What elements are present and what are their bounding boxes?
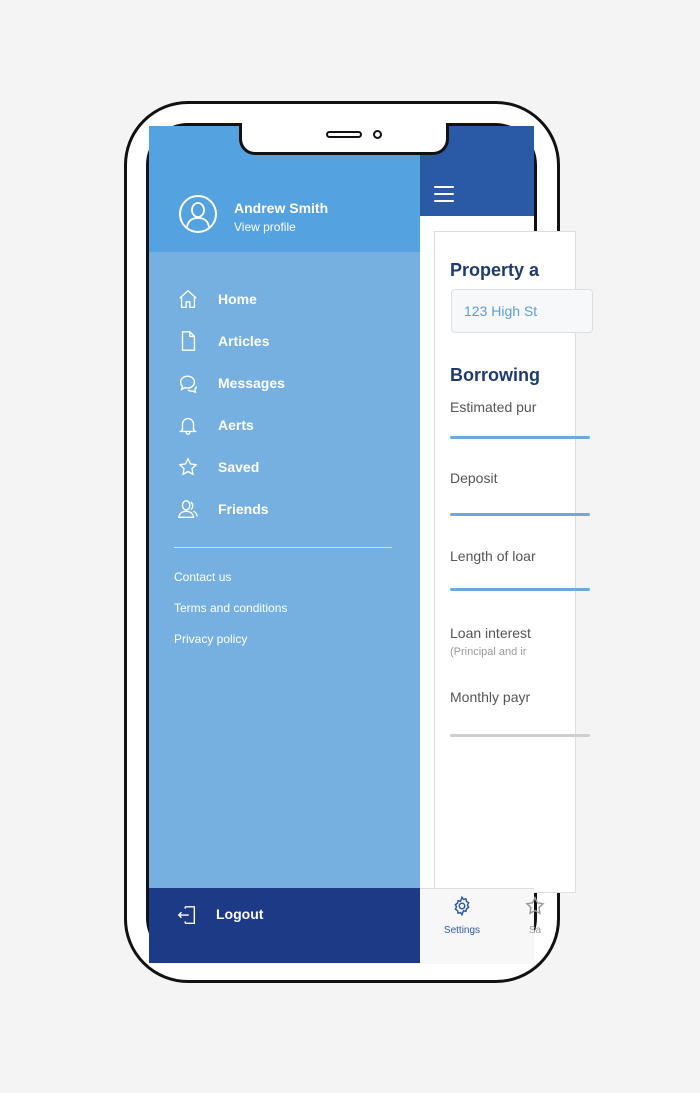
estimated-label: Estimated pur [450,399,537,415]
nav-item-label: Friends [218,501,269,517]
terms-link[interactable]: Terms and conditions [174,601,288,615]
nav-item-label: Articles [218,333,270,349]
address-input[interactable] [451,289,593,333]
star-icon [177,456,199,478]
user-icon [181,197,215,231]
nav-item-alerts[interactable] [177,414,397,438]
menu-icon[interactable] [434,186,454,202]
gear-icon [451,895,473,917]
logout-icon [176,904,198,926]
nav-item-label: Aerts [218,417,254,433]
user-name[interactable]: Andrew Smith [234,200,329,216]
property-title: Property a [450,260,540,280]
front-camera [373,130,382,139]
nav-item-label: Saved [218,459,260,475]
nav-item-articles[interactable] [177,330,397,354]
nav-item-saved[interactable] [177,456,397,480]
document-icon [177,330,199,352]
phone-notch [239,123,449,155]
interest-sublabel: (Principal and ir [450,646,527,658]
star-icon [524,895,546,917]
interest-label: Loan interest [450,625,531,641]
tab-settings[interactable] [432,895,492,936]
avatar[interactable] [179,195,217,233]
privacy-link[interactable]: Privacy policy [174,632,248,646]
friends-icon [177,498,199,520]
tab-settings-label: Settings [443,925,481,936]
view-profile-link[interactable]: View profile [234,220,296,234]
borrowing-title: Borrowing [450,365,540,385]
speaker-grille [326,131,362,138]
nav-item-label: Messages [218,375,285,391]
contact-us-link[interactable]: Contact us [174,570,232,584]
bell-icon [177,414,199,436]
monthly-bar [450,734,590,737]
nav-item-messages[interactable] [177,372,397,396]
logout-button[interactable] [149,888,420,963]
logout-label: Logout [216,906,264,922]
tab-saved[interactable] [505,895,565,936]
nav-item-label: Home [218,291,257,307]
address-value: 123 High St [464,303,538,319]
nav-item-friends[interactable] [177,498,397,522]
length-slider[interactable] [450,588,590,591]
tab-saved-label: Sa [528,925,542,936]
chat-icon [177,372,199,394]
deposit-slider[interactable] [450,513,590,516]
length-label: Length of loar [450,548,536,564]
monthly-label: Monthly payr [450,689,531,705]
deposit-label: Deposit [450,470,498,486]
drawer-divider [174,547,392,548]
estimated-slider[interactable] [450,436,590,439]
nav-drawer [149,126,420,963]
calculator-card [434,231,576,893]
phone-screen [146,123,542,960]
nav-item-home[interactable] [177,288,397,312]
home-icon [177,288,199,310]
